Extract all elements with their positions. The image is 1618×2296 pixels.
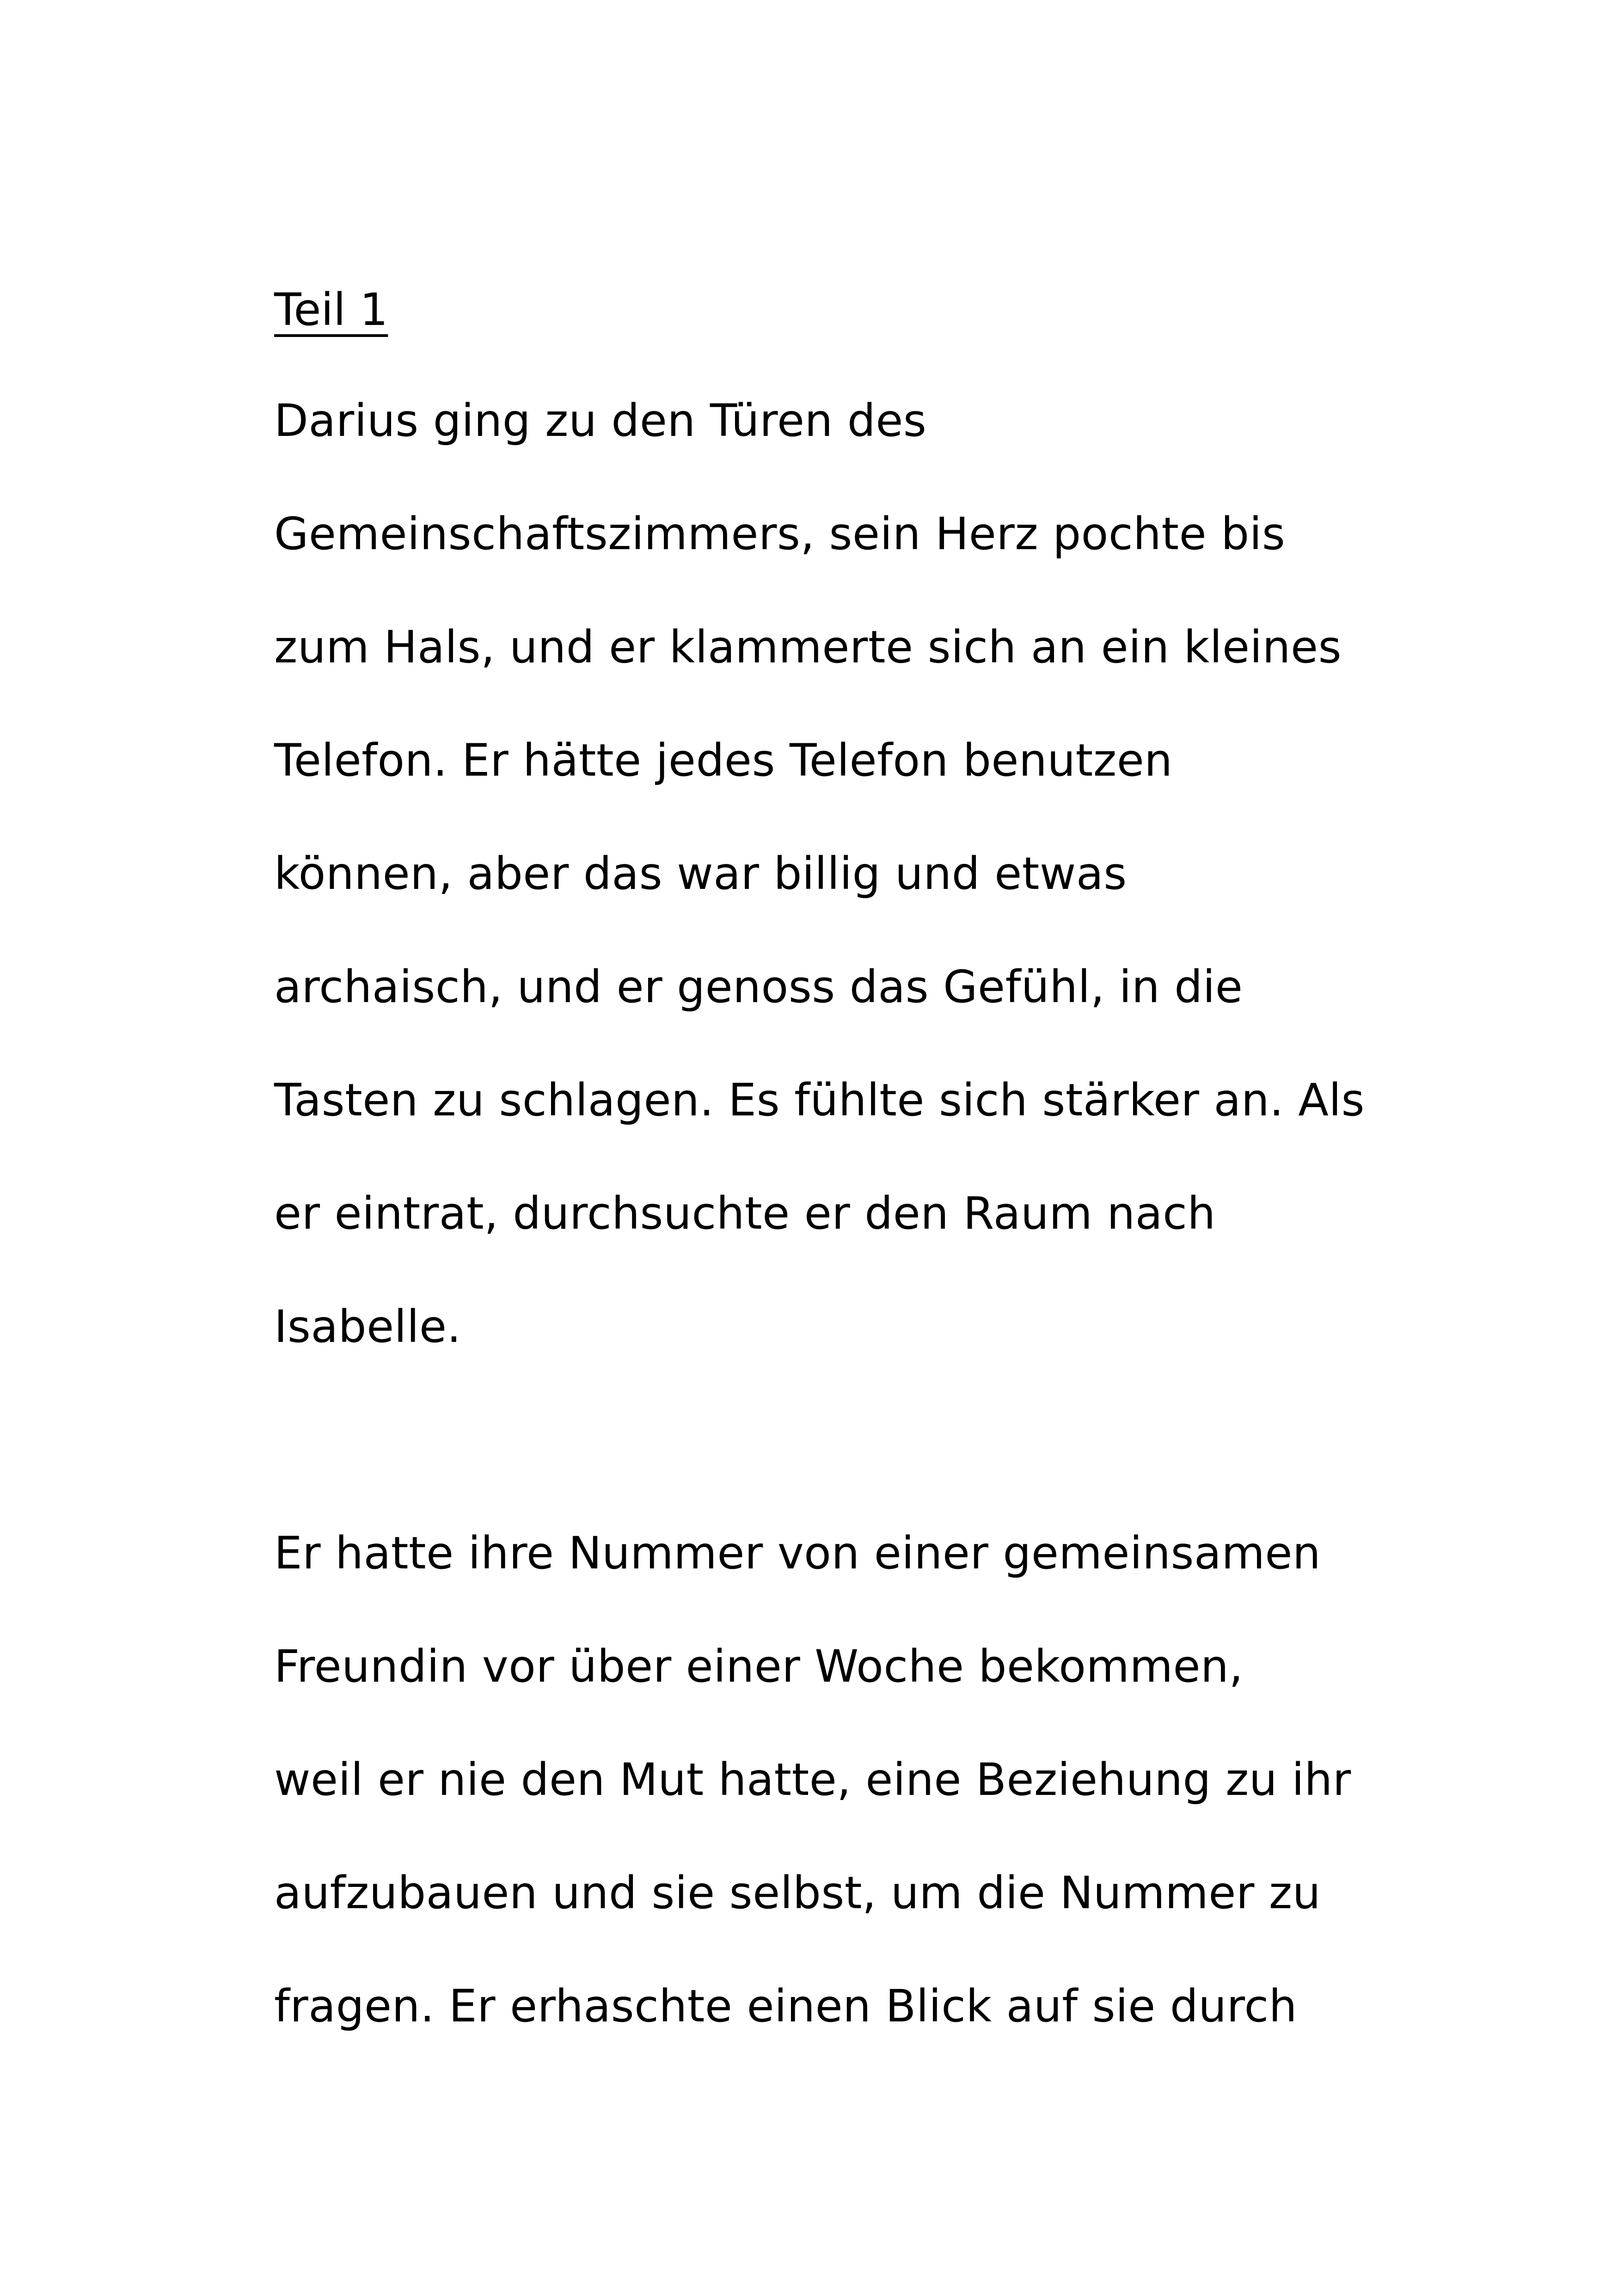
text-line: Er hatte ihre Nummer von einer gemeinsamen bbox=[274, 1527, 1321, 1579]
text-line: Gemeinschaftszimmers, sein Herz pochte bis bbox=[274, 508, 1286, 560]
text-line: Tasten zu schlagen. Es fühlte sich stärker an. Als bbox=[274, 1074, 1365, 1126]
text-line: weil er nie den Mut hatte, eine Beziehung zu ihr bbox=[274, 1754, 1351, 1806]
section-heading: Teil 1 bbox=[274, 284, 388, 336]
text-line: Freundin vor über einer Woche bekommen, bbox=[274, 1641, 1244, 1692]
text-line: können, aber das war billig und etwas bbox=[274, 848, 1127, 900]
text-line: fragen. Er erhaschte einen Blick auf sie durch bbox=[274, 1980, 1298, 2032]
text-line: Isabelle. bbox=[274, 1301, 461, 1353]
text-line: zum Hals, und er klammerte sich an ein kleines bbox=[274, 621, 1342, 673]
text-line: Darius ging zu den Türen des bbox=[274, 395, 927, 447]
text-line: archaisch, und er genoss das Gefühl, in die bbox=[274, 961, 1243, 1013]
text-line: er eintrat, durchsuchte er den Raum nach bbox=[274, 1188, 1216, 1239]
text-line: aufzubauen und sie selbst, um die Nummer zu bbox=[274, 1867, 1321, 1919]
text-line: Telefon. Er hätte jedes Telefon benutzen bbox=[274, 735, 1173, 786]
